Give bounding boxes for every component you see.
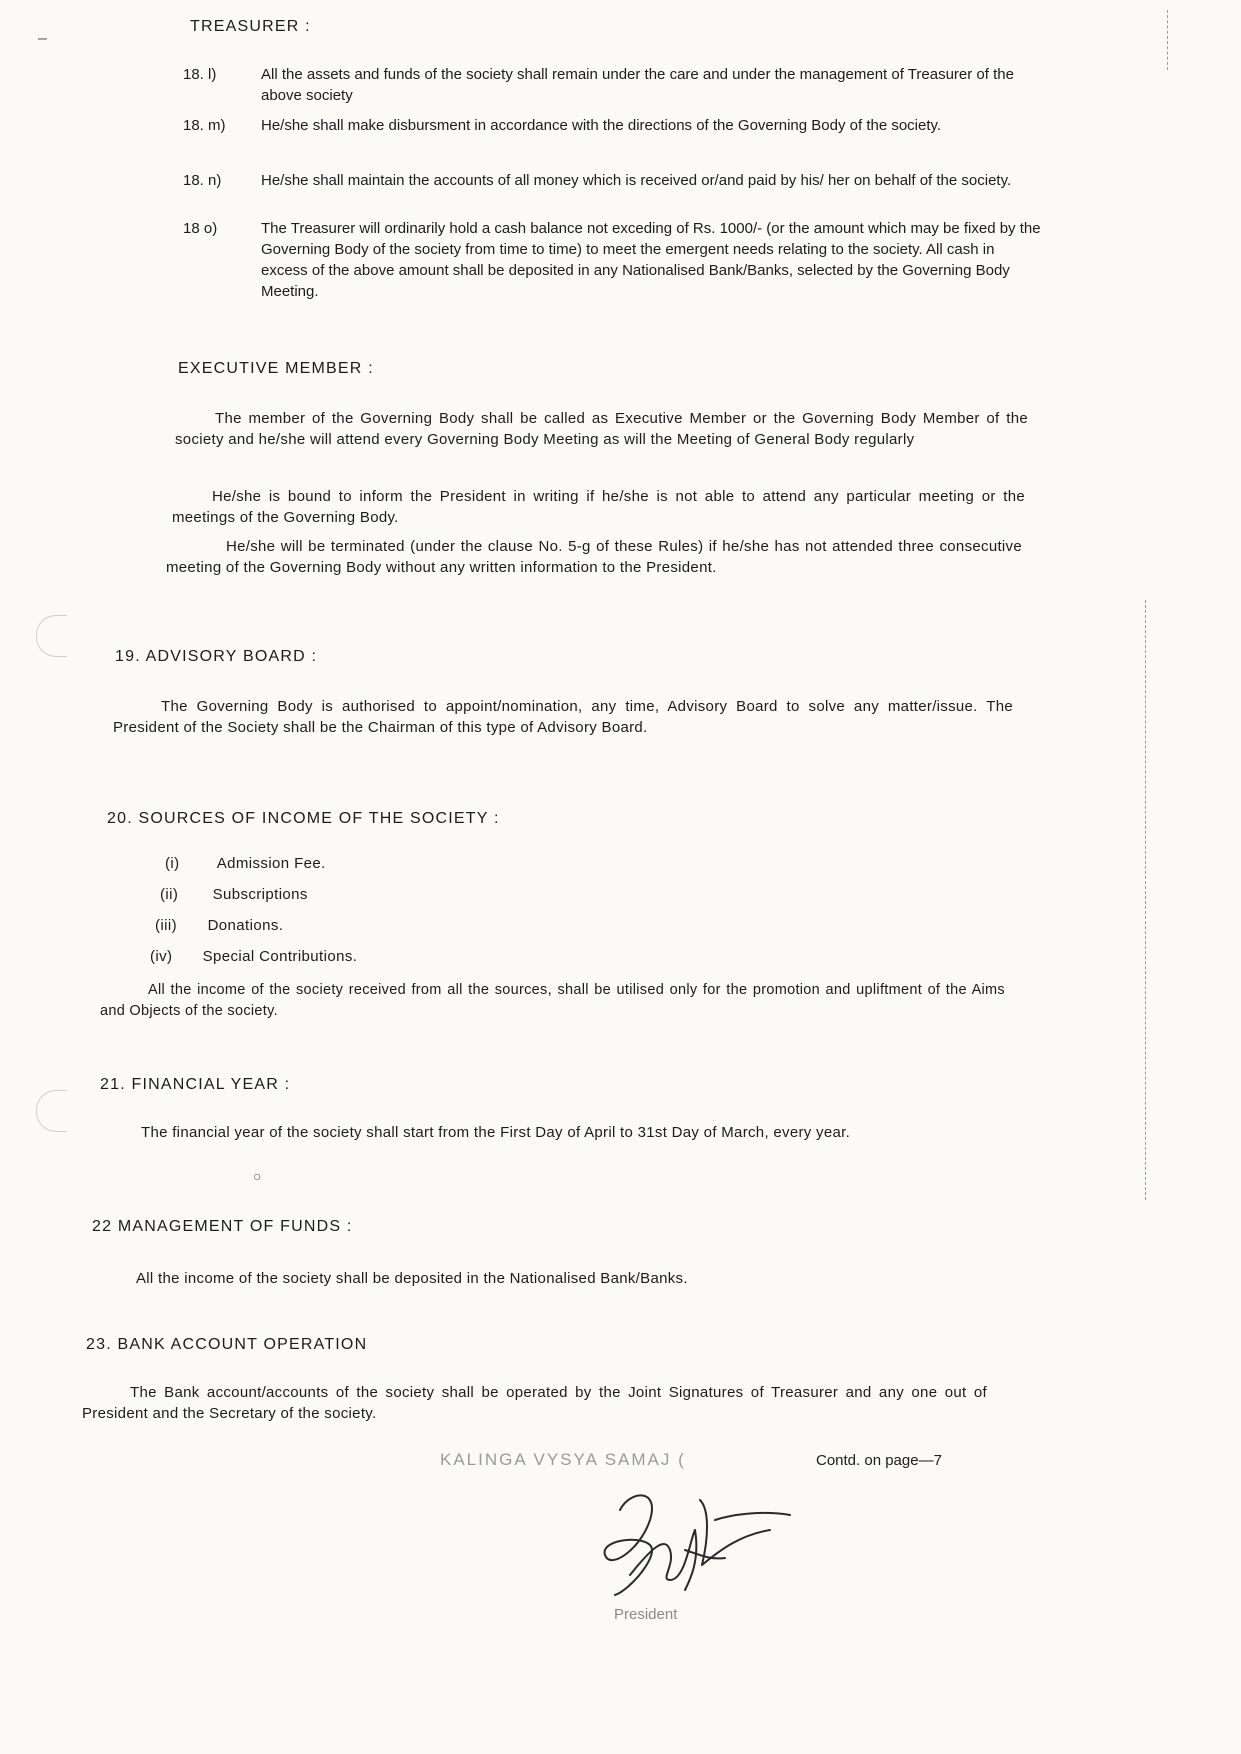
list-label: Subscriptions xyxy=(212,886,308,903)
punch-hole xyxy=(36,615,67,657)
president-signature xyxy=(590,1480,810,1610)
list-number: (i) xyxy=(165,855,180,872)
management-of-funds-heading: 22 MANAGEMENT OF FUNDS : xyxy=(92,1218,353,1235)
item-text: All the assets and funds of the society shall remain under the care and under the management of Treasurer of the above society xyxy=(261,66,1014,104)
list-number: (ii) xyxy=(160,886,179,903)
item-text: He/she shall maintain the accounts of all money which is received or/and paid by his/ her on behalf of the society. xyxy=(261,172,1012,189)
item-number: 18. m) xyxy=(183,117,226,134)
item-text: He/she shall make disbursment in accordance with the directions of the Governing Body of the society. xyxy=(261,117,942,134)
income-source-item xyxy=(150,948,357,965)
punch-hole xyxy=(36,1090,67,1132)
item-number: 18. n) xyxy=(183,172,222,189)
item-text: The Treasurer will ordinarily hold a cash balance not exceding of Rs. 1000/- (or the amount which may be fixed by the Governing Body of the society from time to time) to meet the emergent needs relating to the society. All cash in excess of the above amount shall be deposited in any Nationalised Bank/Banks, selected by the Governing Body Meeting. xyxy=(261,220,1041,300)
list-label: Donations. xyxy=(207,917,284,934)
executive-paragraph: He/she is bound to inform the President in writing if he/she is not able to attend any particular meeting or the meetings of the Governing Body. xyxy=(172,488,1025,526)
list-number: (iii) xyxy=(155,917,177,934)
income-usage-text: All the income of the society received from all the sources, shall be utilised only for the promotion and upliftment of the Aims and Objects of the society. xyxy=(100,982,1005,1019)
list-label: Special Contributions. xyxy=(202,948,358,965)
scan-edge-line xyxy=(1145,600,1146,1200)
executive-member-heading: EXECUTIVE MEMBER : xyxy=(178,360,374,377)
income-source-item xyxy=(160,886,308,903)
treasurer-heading: TREASURER : xyxy=(190,18,311,35)
item-number: 18. l) xyxy=(183,66,217,83)
bank-account-operation-text: The Bank account/accounts of the society shall be operated by the Joint Signatures of Treasurer and any one out of President and the Secretary of the society. xyxy=(82,1384,987,1422)
advisory-board-heading: 19. ADVISORY BOARD : xyxy=(115,648,318,665)
scan-edge-line xyxy=(1167,10,1168,70)
bank-account-operation-heading: 23. BANK ACCOUNT OPERATION xyxy=(86,1336,368,1353)
financial-year-text: The financial year of the society shall start from the First Day of April to 31st Day of March, every year. xyxy=(141,1124,851,1141)
income-source-item xyxy=(155,917,283,934)
signatory-role: President xyxy=(614,1606,678,1623)
sources-of-income-heading: 20. SOURCES OF INCOME OF THE SOCIETY : xyxy=(107,810,500,827)
executive-paragraph: He/she will be terminated (under the clause No. 5-g of these Rules) if he/she has not attended three consecutive meeting of the Governing Body without any written information to the President. xyxy=(166,538,1022,576)
item-number: 18 o) xyxy=(183,220,218,237)
society-stamp: KALINGA VYSYA SAMAJ ( xyxy=(440,1450,686,1469)
executive-paragraph: The member of the Governing Body shall be called as Executive Member or the Governing Body Member of the society and he/she will attend every Governing Body Meeting as will the Meeting of General Body regularly xyxy=(175,410,1028,448)
financial-year-heading: 21. FINANCIAL YEAR : xyxy=(100,1076,291,1093)
advisory-board-text: The Governing Body is authorised to appoint/nomination, any time, Advisory Board to solve any matter/issue. The President of the Society shall be the Chairman of this type of Advisory Board. xyxy=(113,698,1013,736)
circle-mark: ○ xyxy=(253,1168,262,1184)
management-of-funds-text: All the income of the society shall be deposited in the Nationalised Bank/Banks. xyxy=(136,1270,688,1287)
continued-note: Contd. on page—7 xyxy=(816,1452,942,1469)
list-number: (iv) xyxy=(150,948,173,965)
margin-dash: – xyxy=(38,30,47,47)
income-source-item xyxy=(165,855,326,872)
list-label: Admission Fee. xyxy=(216,855,326,872)
